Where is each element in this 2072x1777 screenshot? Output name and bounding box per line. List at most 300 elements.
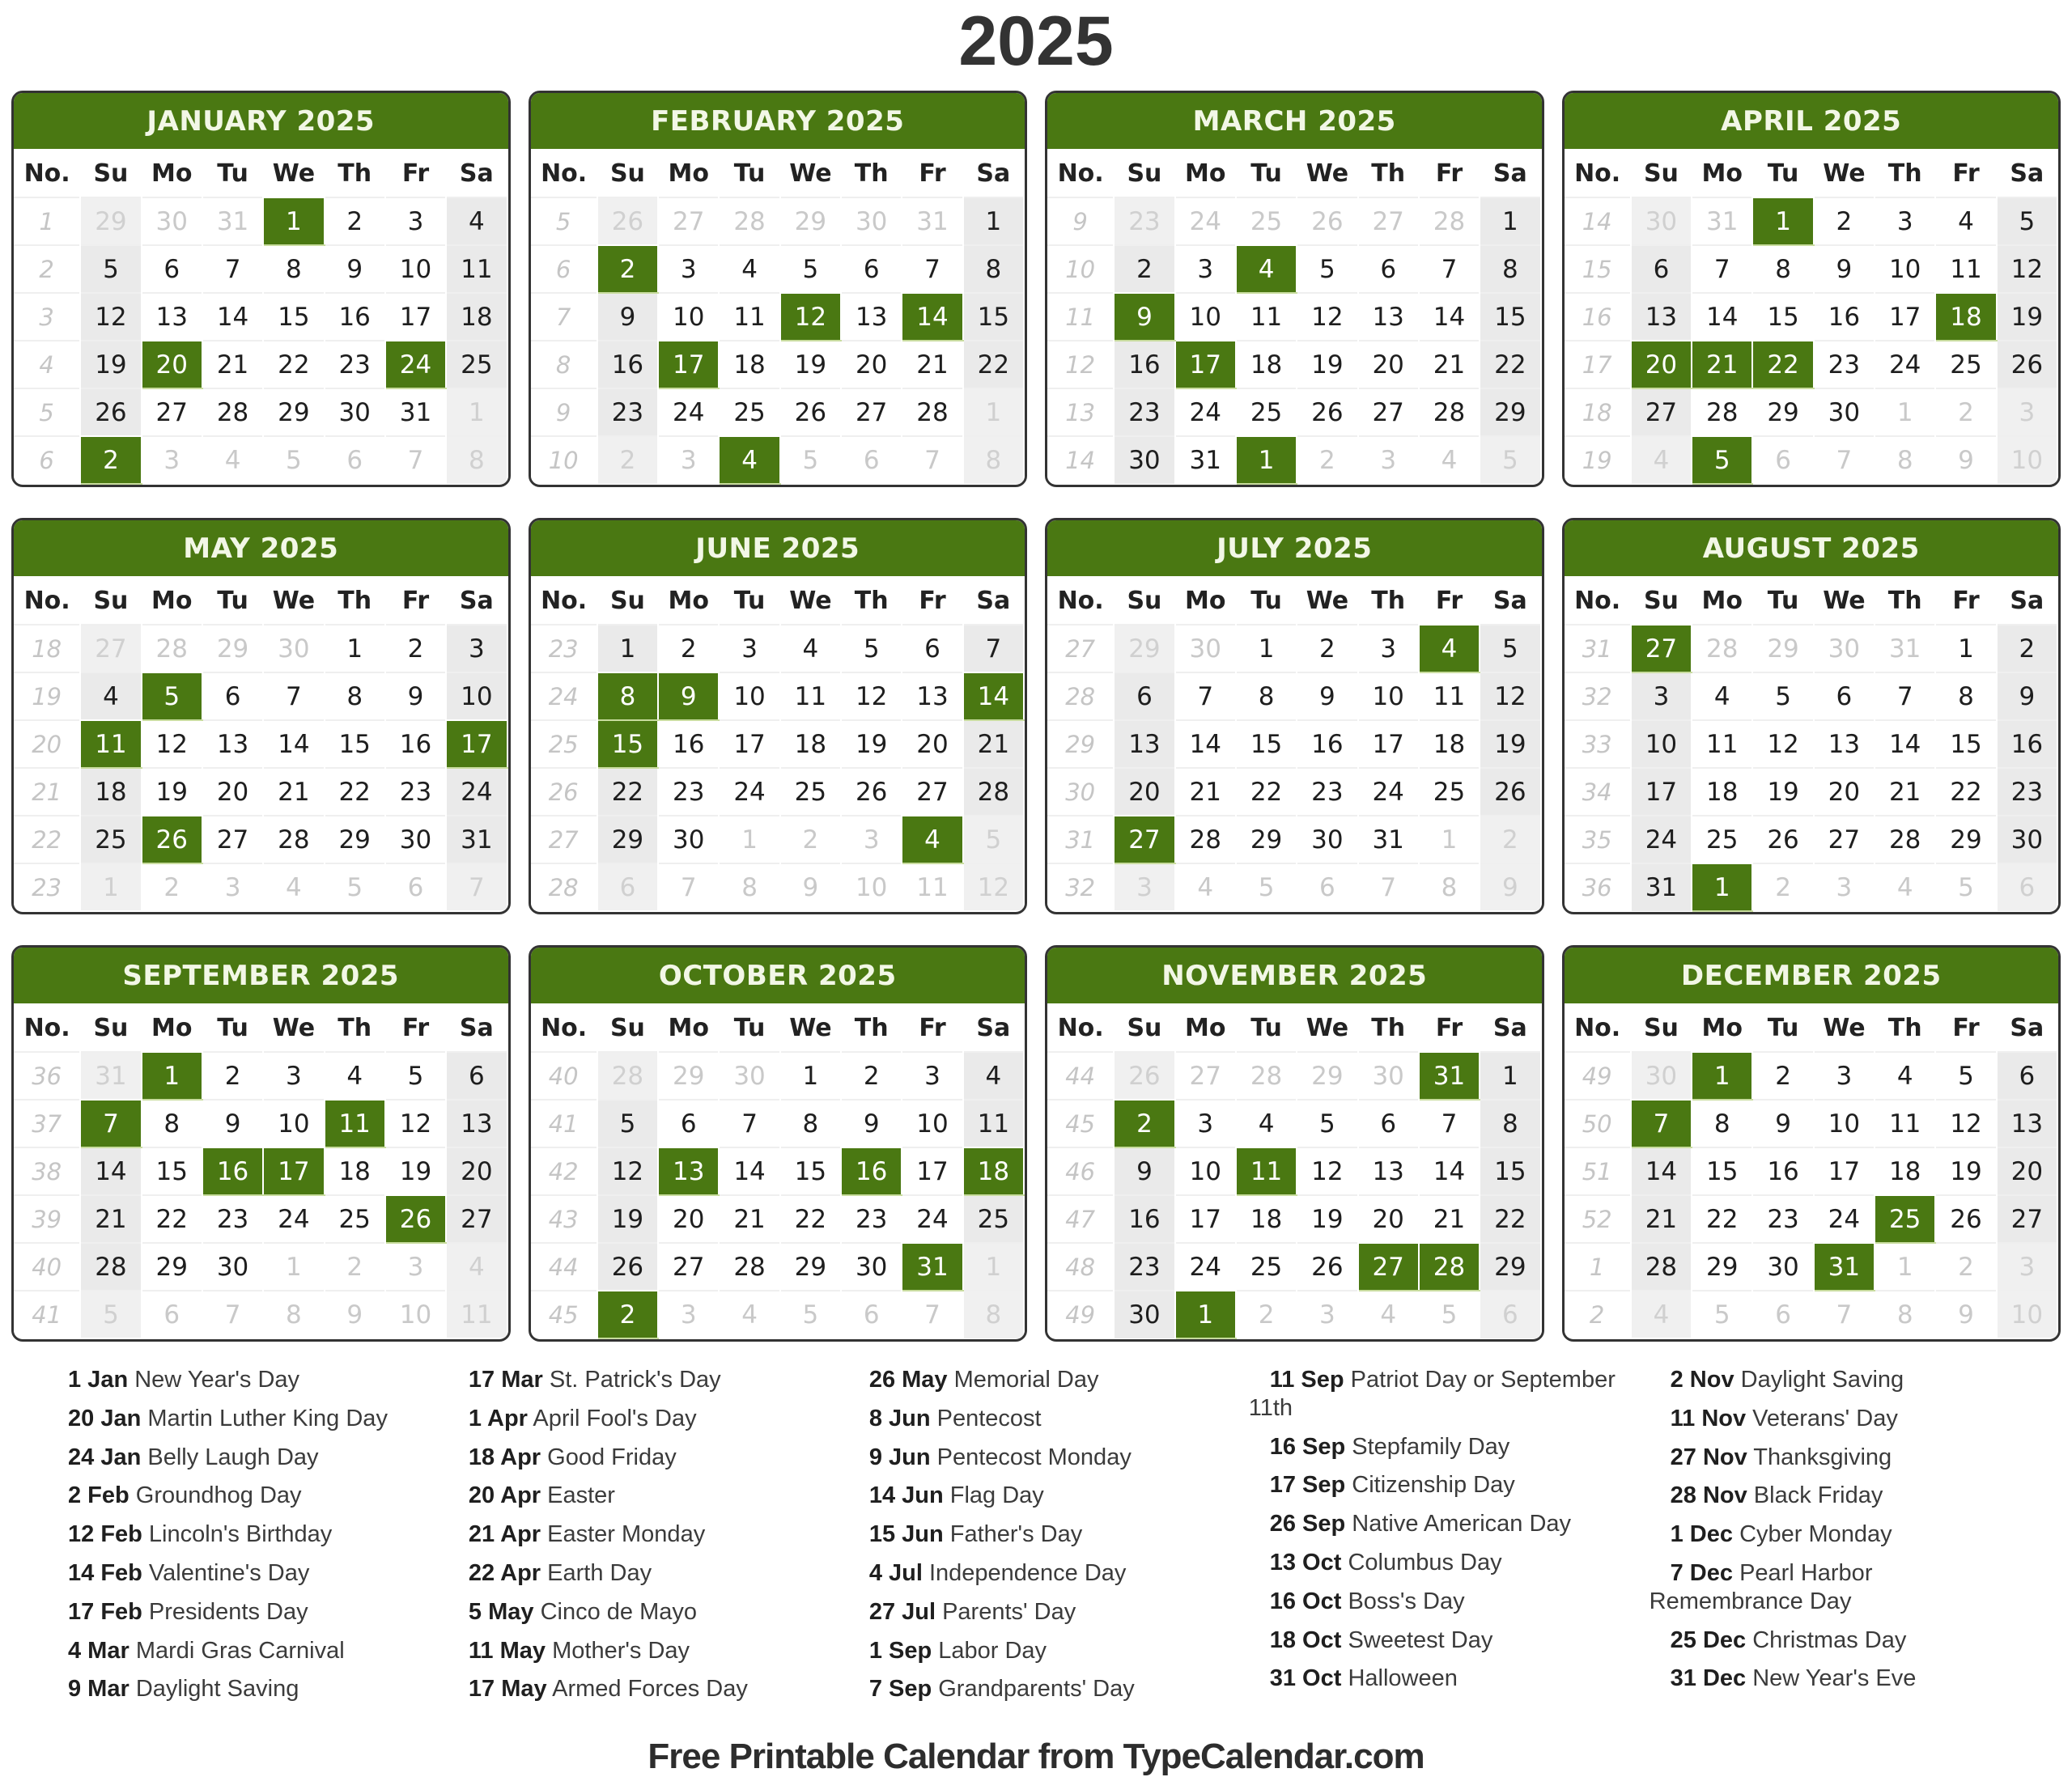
day-cell-holiday: 4 xyxy=(719,436,779,484)
day-cell: 29 xyxy=(1480,388,1540,436)
day-cell: 4 xyxy=(963,1052,1024,1100)
day-cell: 25 xyxy=(1236,388,1297,436)
day-cell: 12 xyxy=(841,672,902,720)
holiday-name: Pearl Harbor Remembrance Day xyxy=(1649,1559,1873,1614)
day-cell: 16 xyxy=(385,720,446,768)
day-header-tu: Tu xyxy=(1752,576,1813,625)
day-cell: 29 xyxy=(325,816,385,863)
day-cell: 26 xyxy=(1114,1052,1174,1100)
week-row xyxy=(1565,388,2058,436)
holiday-item xyxy=(448,1598,823,1626)
day-cell: 26 xyxy=(1935,1195,1996,1243)
day-cell: 22 xyxy=(780,1195,841,1243)
month-table xyxy=(531,1003,1025,1339)
holiday-name: Earth Day xyxy=(541,1559,652,1586)
day-cell: 19 xyxy=(1935,1147,1996,1195)
day-cell: 27 xyxy=(1814,816,1875,863)
day-cell: 5 xyxy=(80,1291,141,1338)
day-header-sa: Sa xyxy=(1480,1003,1540,1052)
holiday-date: 11 Sep xyxy=(1269,1367,1344,1393)
day-cell: 22 xyxy=(263,341,324,388)
day-header-fr: Fr xyxy=(1935,576,1996,625)
week-number: 31 xyxy=(1047,816,1114,863)
day-cell: 20 xyxy=(1358,341,1419,388)
day-cell: 7 xyxy=(1175,672,1236,720)
week-number-header: No. xyxy=(14,1003,80,1052)
week-number: 1 xyxy=(1565,1243,1631,1291)
week-number-header: No. xyxy=(531,576,597,625)
day-cell: 28 xyxy=(1419,388,1480,436)
day-cell: 5 xyxy=(1752,672,1813,720)
day-cell: 8 xyxy=(1236,672,1297,720)
day-header-su: Su xyxy=(597,149,658,197)
holiday-name: Cyber Monday xyxy=(1733,1521,1892,1548)
day-cell: 2 xyxy=(1480,816,1540,863)
day-cell: 18 xyxy=(1419,720,1480,768)
day-header-we: We xyxy=(780,576,841,625)
day-header-tu: Tu xyxy=(202,576,263,625)
day-cell: 7 xyxy=(1358,863,1419,910)
day-cell: 30 xyxy=(841,197,902,245)
day-cell: 7 xyxy=(658,863,719,910)
week-row xyxy=(1047,293,1541,341)
week-row xyxy=(14,1100,507,1147)
day-cell: 12 xyxy=(1752,720,1813,768)
day-cell: 31 xyxy=(1875,625,1935,672)
week-number: 32 xyxy=(1565,672,1631,720)
week-number: 6 xyxy=(531,245,597,293)
week-number: 30 xyxy=(1047,768,1114,816)
holiday-item xyxy=(448,1366,823,1394)
day-cell: 19 xyxy=(1297,341,1357,388)
day-cell: 3 xyxy=(1997,388,2057,436)
day-cell: 20 xyxy=(1997,1147,2057,1195)
day-cell: 1 xyxy=(963,1243,1024,1291)
day-cell: 4 xyxy=(719,1291,779,1338)
holiday-items xyxy=(848,1366,1224,1703)
day-header-th: Th xyxy=(1358,149,1419,197)
day-cell: 26 xyxy=(597,197,658,245)
day-cell: 24 xyxy=(1631,816,1692,863)
holiday-items xyxy=(1650,1366,2025,1693)
day-cell: 24 xyxy=(1814,1195,1875,1243)
day-cell: 16 xyxy=(1814,293,1875,341)
holiday-item xyxy=(448,1482,823,1510)
day-cell: 15 xyxy=(780,1147,841,1195)
holiday-name: Grandparents' Day xyxy=(932,1676,1135,1703)
holiday-name: Boss's Day xyxy=(1341,1588,1465,1614)
day-cell-holiday: 11 xyxy=(80,720,141,768)
day-cell: 19 xyxy=(1480,720,1540,768)
week-row xyxy=(14,863,507,910)
day-cell: 1 xyxy=(1875,388,1935,436)
day-header-mo: Mo xyxy=(1692,1003,1752,1052)
day-cell: 4 xyxy=(325,1052,385,1100)
day-cell: 24 xyxy=(263,1195,324,1243)
day-cell: 6 xyxy=(1297,863,1357,910)
day-cell: 4 xyxy=(1692,672,1752,720)
day-cell: 14 xyxy=(1419,293,1480,341)
day-cell: 25 xyxy=(719,388,779,436)
week-number-header: No. xyxy=(14,576,80,625)
day-cell: 31 xyxy=(1175,436,1236,484)
day-cell: 20 xyxy=(446,1147,507,1195)
day-cell: 20 xyxy=(202,768,263,816)
day-cell: 19 xyxy=(1997,293,2057,341)
day-cell: 5 xyxy=(1297,1100,1357,1147)
week-row xyxy=(531,863,1025,910)
day-cell: 8 xyxy=(446,436,507,484)
week-number: 14 xyxy=(1565,197,1631,245)
holiday-item xyxy=(47,1366,422,1394)
day-cell: 17 xyxy=(1875,293,1935,341)
day-cell: 18 xyxy=(1875,1147,1935,1195)
day-cell: 9 xyxy=(385,672,446,720)
day-cell: 30 xyxy=(1358,1052,1419,1100)
day-cell: 11 xyxy=(1419,672,1480,720)
week-row xyxy=(531,1195,1025,1243)
month-title: FEBRUARY 2025 xyxy=(531,93,1025,149)
day-header-su: Su xyxy=(80,576,141,625)
week-row xyxy=(1047,672,1541,720)
day-cell: 16 xyxy=(1114,1195,1174,1243)
day-cell: 28 xyxy=(963,768,1024,816)
week-number: 2 xyxy=(14,245,80,293)
week-row xyxy=(14,245,507,293)
day-cell: 30 xyxy=(1997,816,2057,863)
day-cell: 3 xyxy=(1997,1243,2057,1291)
day-cell-holiday: 9 xyxy=(658,672,719,720)
day-cell-holiday: 2 xyxy=(597,245,658,293)
week-row xyxy=(531,1291,1025,1338)
day-header-th: Th xyxy=(325,1003,385,1052)
holiday-name: Presidents Day xyxy=(142,1598,308,1625)
week-row xyxy=(1047,625,1541,672)
day-cell: 15 xyxy=(963,293,1024,341)
day-header-su: Su xyxy=(1631,576,1692,625)
week-number: 29 xyxy=(1047,720,1114,768)
day-cell: 5 xyxy=(1935,863,1996,911)
day-cell-holiday: 1 xyxy=(1236,436,1297,484)
day-header-fr: Fr xyxy=(902,1003,962,1052)
day-cell: 23 xyxy=(1114,1243,1174,1291)
holiday-item xyxy=(448,1559,823,1588)
month-table xyxy=(531,149,1025,485)
day-cell: 28 xyxy=(80,1243,141,1291)
holiday-items xyxy=(47,1366,422,1703)
week-number: 49 xyxy=(1047,1291,1114,1338)
day-cell: 9 xyxy=(1935,436,1996,484)
day-cell: 24 xyxy=(446,768,507,816)
day-cell: 26 xyxy=(80,388,141,436)
day-cell-holiday: 1 xyxy=(1692,1052,1752,1100)
holiday-name: Father's Day xyxy=(943,1521,1083,1548)
month-july-2025 xyxy=(1045,518,1544,914)
week-row xyxy=(1047,341,1541,388)
day-cell: 2 xyxy=(385,625,446,672)
week-row xyxy=(1565,625,2058,672)
day-cell-holiday: 24 xyxy=(385,341,446,388)
day-cell: 3 xyxy=(841,816,902,863)
holiday-name: Halloween xyxy=(1341,1665,1458,1692)
day-cell: 31 xyxy=(1692,197,1752,245)
day-cell-holiday: 1 xyxy=(1175,1291,1236,1338)
holiday-date: 1 Apr xyxy=(468,1405,528,1431)
day-cell: 15 xyxy=(142,1147,202,1195)
day-cell: 6 xyxy=(841,245,902,293)
holiday-date: 9 Jun xyxy=(868,1444,931,1470)
day-header-su: Su xyxy=(1114,576,1174,625)
page-title: 2025 xyxy=(958,2,1114,80)
day-cell: 3 xyxy=(1297,1291,1357,1338)
day-cell-holiday: 2 xyxy=(1114,1100,1174,1147)
day-cell-holiday: 16 xyxy=(202,1147,263,1195)
day-header-su: Su xyxy=(1631,1003,1692,1052)
day-header-sa: Sa xyxy=(446,1003,507,1052)
day-cell: 19 xyxy=(385,1147,446,1195)
day-cell: 13 xyxy=(1631,293,1692,341)
day-cell: 5 xyxy=(1997,197,2057,245)
day-cell: 26 xyxy=(597,1243,658,1291)
day-cell: 29 xyxy=(1297,1052,1357,1100)
day-cell: 21 xyxy=(202,341,263,388)
day-cell: 18 xyxy=(1236,1195,1297,1243)
day-cell: 9 xyxy=(1114,1147,1174,1195)
day-header-tu: Tu xyxy=(719,149,779,197)
week-row xyxy=(14,1291,507,1338)
day-header-fr: Fr xyxy=(1419,149,1480,197)
day-cell: 22 xyxy=(597,768,658,816)
day-cell: 24 xyxy=(1358,768,1419,816)
holiday-name: April Fool's Day xyxy=(527,1405,697,1431)
day-cell: 31 xyxy=(80,1052,141,1100)
holiday-name: Sweetest Day xyxy=(1341,1626,1493,1653)
week-number: 32 xyxy=(1047,863,1114,910)
week-number: 27 xyxy=(531,816,597,863)
holiday-item xyxy=(1249,1549,1624,1577)
week-row xyxy=(1047,863,1541,910)
day-cell: 7 xyxy=(385,436,446,484)
day-cell: 14 xyxy=(719,1147,779,1195)
week-number: 47 xyxy=(1047,1195,1114,1243)
day-cell: 31 xyxy=(202,197,263,245)
holiday-date: 9 Mar xyxy=(68,1676,130,1703)
day-cell: 30 xyxy=(658,816,719,863)
day-cell: 8 xyxy=(1692,1100,1752,1147)
day-cell-holiday: 27 xyxy=(1358,1243,1419,1291)
week-row xyxy=(1565,293,2058,341)
day-cell: 25 xyxy=(780,768,841,816)
week-row xyxy=(1047,816,1541,863)
day-cell: 1 xyxy=(1875,1243,1935,1291)
day-cell-holiday: 5 xyxy=(142,672,202,720)
month-table xyxy=(1565,576,2059,912)
day-cell: 6 xyxy=(902,625,962,672)
day-header-tu: Tu xyxy=(202,1003,263,1052)
day-cell: 7 xyxy=(963,625,1024,672)
week-row xyxy=(1047,720,1541,768)
week-number: 3 xyxy=(14,293,80,341)
day-header-fr: Fr xyxy=(902,149,962,197)
day-cell-holiday: 4 xyxy=(1419,625,1480,672)
week-row xyxy=(14,293,507,341)
week-number: 34 xyxy=(1565,768,1631,816)
week-number-header: No. xyxy=(1565,1003,1631,1052)
day-header-th: Th xyxy=(325,576,385,625)
day-cell: 5 xyxy=(963,816,1024,863)
day-cell: 2 xyxy=(1297,436,1357,484)
holiday-name: Cinco de Mayo xyxy=(533,1598,698,1625)
day-cell: 3 xyxy=(1358,436,1419,484)
day-cell: 9 xyxy=(202,1100,263,1147)
day-cell: 21 xyxy=(963,720,1024,768)
week-number: 46 xyxy=(1047,1147,1114,1195)
day-cell: 9 xyxy=(1480,863,1540,910)
day-cell: 1 xyxy=(1419,816,1480,863)
day-cell: 29 xyxy=(142,1243,202,1291)
day-cell: 21 xyxy=(80,1195,141,1243)
day-cell: 1 xyxy=(1480,1052,1540,1100)
day-cell-holiday: 21 xyxy=(1692,341,1752,388)
holiday-name: St. Patrick's Day xyxy=(542,1367,721,1393)
day-cell: 3 xyxy=(263,1052,324,1100)
day-cell: 11 xyxy=(902,863,962,910)
day-cell: 30 xyxy=(263,625,324,672)
holiday-date: 18 Oct xyxy=(1269,1626,1342,1653)
month-table xyxy=(1047,149,1542,485)
day-cell: 4 xyxy=(1175,863,1236,910)
day-header-th: Th xyxy=(325,149,385,197)
day-header-su: Su xyxy=(80,1003,141,1052)
holiday-date: 15 Jun xyxy=(868,1521,944,1548)
day-cell: 2 xyxy=(142,863,202,910)
day-cell: 3 xyxy=(385,1243,446,1291)
week-number: 44 xyxy=(531,1243,597,1291)
holiday-item xyxy=(1249,1510,1624,1538)
holiday-date: 16 Oct xyxy=(1269,1588,1342,1614)
day-cell: 12 xyxy=(597,1147,658,1195)
day-cell: 26 xyxy=(780,388,841,436)
week-number: 5 xyxy=(531,197,597,245)
day-cell: 28 xyxy=(1175,816,1236,863)
holiday-date: 14 Jun xyxy=(868,1482,944,1509)
day-cell: 28 xyxy=(719,197,779,245)
holiday-name: Easter xyxy=(541,1482,615,1509)
week-row xyxy=(531,197,1025,245)
day-cell: 9 xyxy=(325,1291,385,1338)
day-cell-holiday: 12 xyxy=(780,293,841,341)
day-cell: 4 xyxy=(1631,436,1692,484)
day-cell-holiday: 5 xyxy=(1692,436,1752,484)
day-cell: 17 xyxy=(1631,768,1692,816)
day-cell: 2 xyxy=(1114,245,1174,293)
day-cell: 23 xyxy=(841,1195,902,1243)
day-cell: 29 xyxy=(1752,625,1813,672)
holiday-list xyxy=(0,1342,2072,1714)
day-cell: 6 xyxy=(142,245,202,293)
holiday-item xyxy=(848,1559,1224,1588)
day-cell-holiday: 31 xyxy=(902,1243,962,1291)
day-cell: 5 xyxy=(263,436,324,484)
week-number: 35 xyxy=(1565,816,1631,863)
week-number: 37 xyxy=(14,1100,80,1147)
holiday-date: 21 Apr xyxy=(468,1521,541,1548)
day-cell: 31 xyxy=(385,388,446,436)
week-number: 24 xyxy=(531,672,597,720)
day-cell: 3 xyxy=(658,245,719,293)
day-cell: 29 xyxy=(263,388,324,436)
day-cell: 14 xyxy=(1175,720,1236,768)
day-cell: 19 xyxy=(597,1195,658,1243)
day-cell: 18 xyxy=(719,341,779,388)
day-cell: 27 xyxy=(202,816,263,863)
day-cell: 2 xyxy=(1752,1052,1813,1100)
week-number-header: No. xyxy=(1565,149,1631,197)
day-cell: 23 xyxy=(1814,341,1875,388)
day-cell: 30 xyxy=(841,1243,902,1291)
week-number: 9 xyxy=(1047,197,1114,245)
holiday-name: Native American Day xyxy=(1345,1511,1572,1537)
day-cell: 11 xyxy=(446,1291,507,1338)
day-cell: 3 xyxy=(446,625,507,672)
day-header-sa: Sa xyxy=(1480,149,1540,197)
day-cell: 24 xyxy=(658,388,719,436)
holiday-name: Mardi Gras Carnival xyxy=(129,1637,345,1664)
day-header-fr: Fr xyxy=(385,576,446,625)
day-cell: 26 xyxy=(1297,388,1357,436)
holiday-item xyxy=(848,1482,1224,1510)
day-cell-holiday: 26 xyxy=(385,1195,446,1243)
day-cell: 2 xyxy=(325,1243,385,1291)
holiday-item xyxy=(47,1482,422,1510)
day-cell-holiday: 26 xyxy=(142,816,202,863)
day-cell: 11 xyxy=(963,1100,1024,1147)
day-cell: 4 xyxy=(1631,1291,1692,1338)
holiday-item xyxy=(1249,1433,1624,1461)
day-cell-holiday: 31 xyxy=(1814,1243,1875,1291)
day-cell: 25 xyxy=(1236,197,1297,245)
week-number: 51 xyxy=(1565,1147,1631,1195)
day-cell: 14 xyxy=(1631,1147,1692,1195)
day-cell: 3 xyxy=(658,1291,719,1338)
holiday-date: 1 Jan xyxy=(68,1367,129,1393)
day-cell: 29 xyxy=(780,1243,841,1291)
day-cell: 30 xyxy=(1114,436,1174,484)
holiday-name: Lincoln's Birthday xyxy=(142,1521,333,1548)
footer-credit: Free Printable Calendar from TypeCalendar.com xyxy=(648,1737,1424,1777)
day-cell: 23 xyxy=(1114,388,1174,436)
day-cell: 10 xyxy=(1175,1147,1236,1195)
day-cell: 6 xyxy=(1358,245,1419,293)
day-cell: 7 xyxy=(902,436,962,484)
day-cell-holiday: 8 xyxy=(597,672,658,720)
week-number: 22 xyxy=(14,816,80,863)
day-header-tu: Tu xyxy=(719,576,779,625)
day-cell: 10 xyxy=(719,672,779,720)
day-cell: 8 xyxy=(142,1100,202,1147)
holiday-name: Veterans' Day xyxy=(1746,1405,1898,1431)
day-cell: 2 xyxy=(597,436,658,484)
week-number: 43 xyxy=(531,1195,597,1243)
day-cell: 7 xyxy=(1419,1100,1480,1147)
day-cell-holiday: 17 xyxy=(446,720,507,768)
week-number: 28 xyxy=(1047,672,1114,720)
week-number: 33 xyxy=(1565,720,1631,768)
day-cell: 4 xyxy=(1935,197,1996,245)
day-cell: 3 xyxy=(902,1052,962,1100)
day-cell: 3 xyxy=(1175,1100,1236,1147)
day-cell: 1 xyxy=(1480,197,1540,245)
